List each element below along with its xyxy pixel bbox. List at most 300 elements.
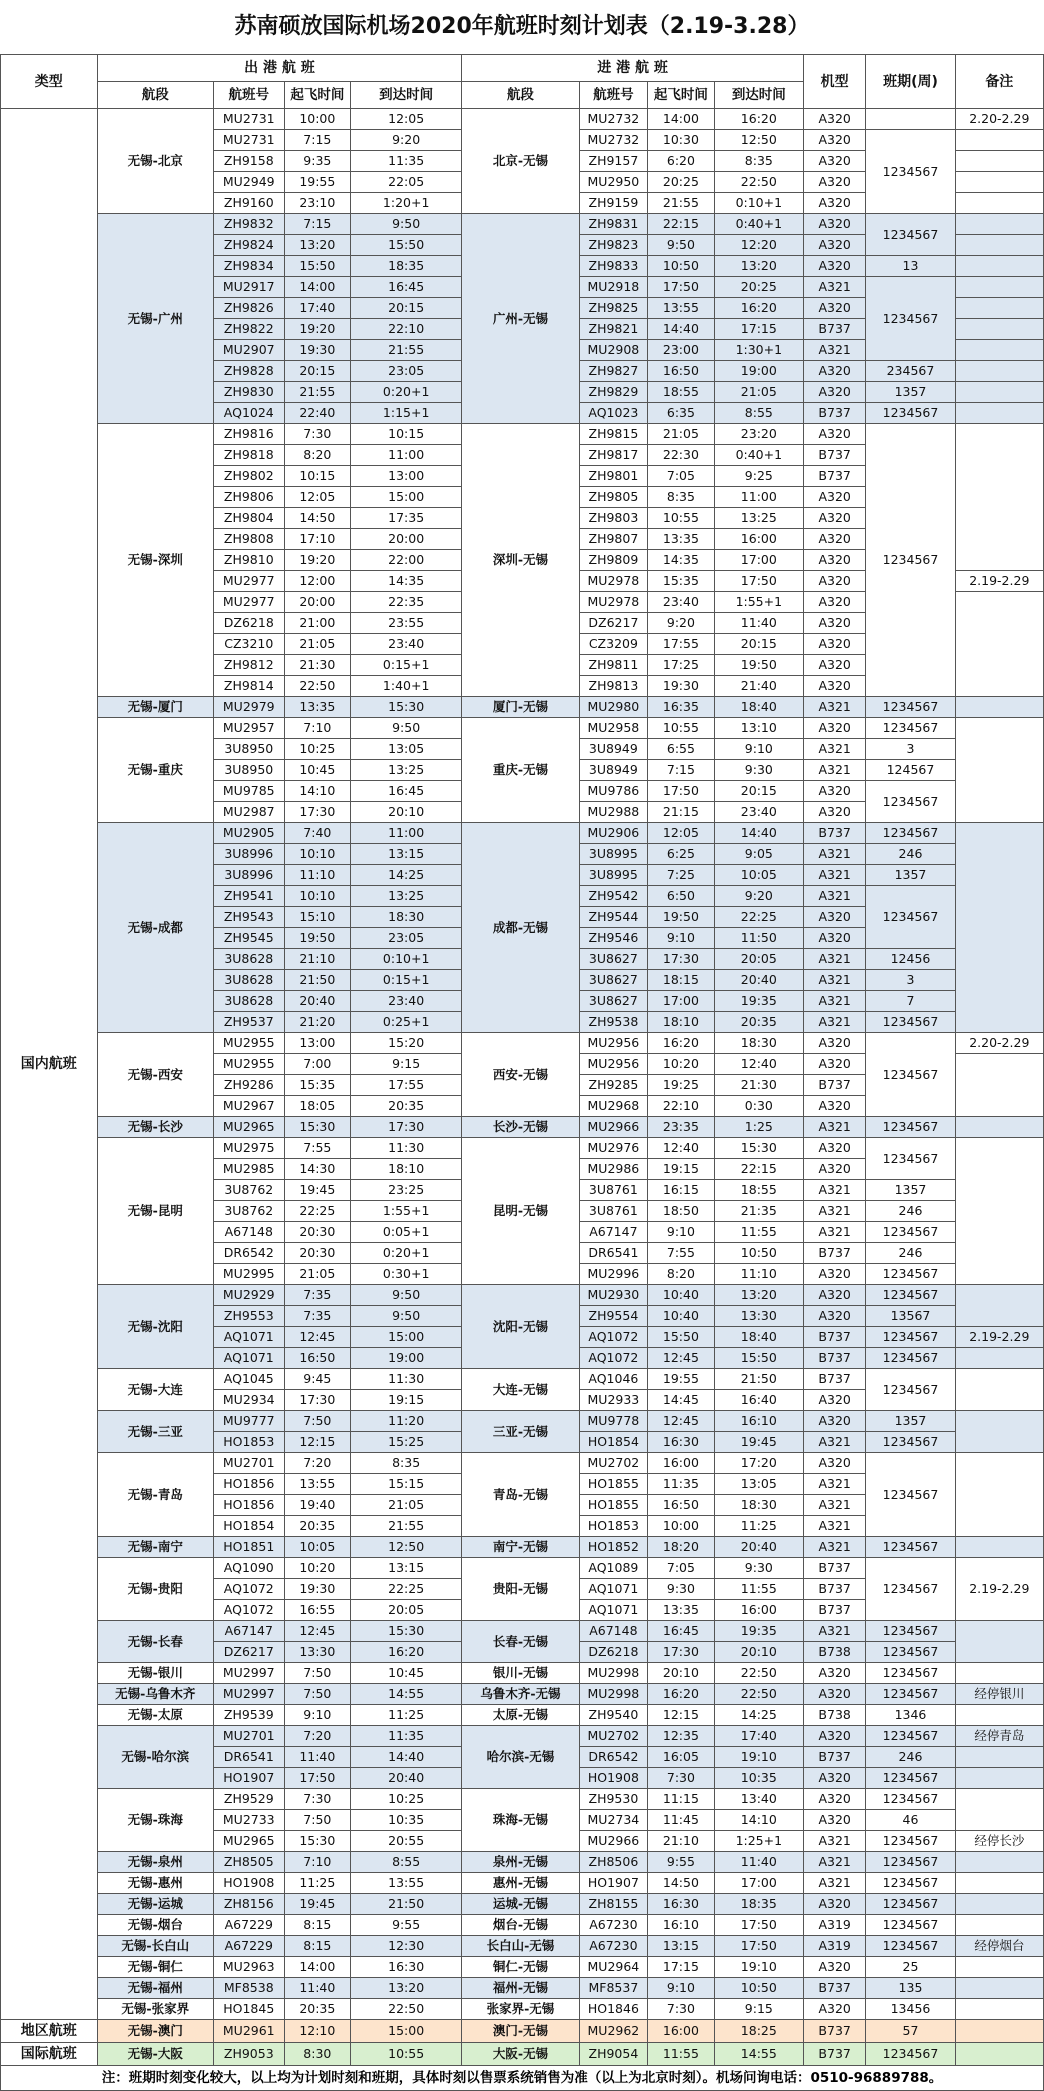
schedule-days: 246	[866, 1243, 955, 1264]
inbound-arr-time: 21:40	[714, 676, 803, 697]
remark	[955, 1138, 1043, 1285]
inbound-arr-time: 18:35	[714, 1894, 803, 1915]
flight-row	[1, 1789, 1044, 1810]
inbound-flight-no: MU2998	[579, 1663, 648, 1684]
schedule-days: 1234567	[866, 1432, 955, 1453]
outbound-flight-no: DR6541	[213, 1747, 284, 1768]
inbound-dep-time: 16:30	[648, 1894, 714, 1915]
outbound-route: 无锡-烟台	[97, 1915, 213, 1936]
inbound-arr-time: 17:15	[714, 319, 803, 340]
flight-row	[1, 1663, 1044, 1684]
inbound-dep-time: 10:50	[648, 256, 714, 277]
outbound-flight-no: ZH9053	[213, 2043, 284, 2066]
outbound-flight-no: MU2977	[213, 592, 284, 613]
aircraft-type: A320	[803, 1285, 865, 1306]
inbound-flight-no: ZH9811	[579, 655, 648, 676]
outbound-dep-time: 7:00	[284, 1054, 350, 1075]
outbound-route: 无锡-铜仁	[97, 1957, 213, 1978]
inbound-flight-no: ZH9542	[579, 886, 648, 907]
inbound-flight-no: 3U8995	[579, 865, 648, 886]
aircraft-type: A321	[803, 1180, 865, 1201]
inbound-flight-no: HO1855	[579, 1495, 648, 1516]
flight-row	[1, 214, 1044, 235]
remark	[955, 319, 1043, 340]
schedule-days: 1234567	[866, 1138, 955, 1180]
outbound-flight-no: MU2917	[213, 277, 284, 298]
inbound-arr-time: 15:50	[714, 1348, 803, 1369]
outbound-dep-time: 17:30	[284, 1390, 350, 1411]
outbound-arr-time: 15:30	[351, 1621, 462, 1642]
inbound-route: 深圳-无锡	[462, 424, 579, 697]
aircraft-type: A320	[803, 1054, 865, 1075]
remark	[955, 1747, 1043, 1768]
outbound-flight-no: 3U8762	[213, 1201, 284, 1222]
outbound-dep-time: 12:45	[284, 1621, 350, 1642]
outbound-flight-no: 3U8628	[213, 991, 284, 1012]
inbound-dep-time: 16:50	[648, 361, 714, 382]
outbound-flight-no: ZH9832	[213, 214, 284, 235]
aircraft-type: A320	[803, 193, 865, 214]
outbound-arr-time: 19:15	[351, 1390, 462, 1411]
outbound-arr-time: 9:50	[351, 718, 462, 739]
outbound-dep-time: 7:30	[284, 1789, 350, 1810]
flight-row	[1, 1369, 1044, 1390]
outbound-arr-time: 21:55	[351, 340, 462, 361]
inbound-dep-time: 16:10	[648, 1915, 714, 1936]
aircraft-type: A321	[803, 1432, 865, 1453]
outbound-arr-time: 10:25	[351, 1789, 462, 1810]
inbound-flight-no: AQ1071	[579, 1600, 648, 1621]
outbound-arr-time: 10:45	[351, 1663, 462, 1684]
inbound-flight-no: ZH9805	[579, 487, 648, 508]
inbound-flight-no: MU2962	[579, 2020, 648, 2043]
inbound-dep-time: 12:40	[648, 1138, 714, 1159]
inbound-arr-time: 1:30+1	[714, 340, 803, 361]
outbound-flight-no: ZH9814	[213, 676, 284, 697]
aircraft-type: A320	[803, 508, 865, 529]
outbound-arr-time: 13:20	[351, 1978, 462, 1999]
inbound-dep-time: 9:55	[648, 1852, 714, 1873]
outbound-dep-time: 10:15	[284, 466, 350, 487]
outbound-arr-time: 13:25	[351, 886, 462, 907]
inbound-arr-time: 16:40	[714, 1390, 803, 1411]
aircraft-type: B738	[803, 1642, 865, 1663]
schedule-days: 1357	[866, 1180, 955, 1201]
outbound-dep-time: 21:10	[284, 949, 350, 970]
inbound-route: 珠海-无锡	[462, 1789, 579, 1852]
outbound-flight-no: ZH9529	[213, 1789, 284, 1810]
inbound-dep-time: 19:50	[648, 907, 714, 928]
inbound-arr-time: 18:55	[714, 1180, 803, 1201]
inbound-arr-time: 1:25	[714, 1117, 803, 1138]
outbound-dep-time: 22:40	[284, 403, 350, 424]
remark: 2.20-2.29	[955, 109, 1043, 130]
outbound-flight-no: ZH9286	[213, 1075, 284, 1096]
inbound-flight-no: ZH9817	[579, 445, 648, 466]
inbound-dep-time: 22:30	[648, 445, 714, 466]
inbound-dep-time: 6:25	[648, 844, 714, 865]
inbound-arr-time: 9:25	[714, 466, 803, 487]
aircraft-type: A321	[803, 1201, 865, 1222]
inbound-dep-time: 21:10	[648, 1831, 714, 1852]
inbound-flight-no: 3U8761	[579, 1201, 648, 1222]
inbound-dep-time: 12:45	[648, 1411, 714, 1432]
inbound-flight-no: ZH9833	[579, 256, 648, 277]
inbound-dep-time: 11:15	[648, 1789, 714, 1810]
aircraft-type: A320	[803, 718, 865, 739]
schedule-days: 57	[866, 2020, 955, 2043]
remark	[955, 382, 1043, 403]
outbound-dep-time: 19:45	[284, 1180, 350, 1201]
aircraft-type: A320	[803, 361, 865, 382]
outbound-flight-no: MU2733	[213, 1810, 284, 1831]
inbound-dep-time: 8:20	[648, 1264, 714, 1285]
outbound-flight-no: ZH9545	[213, 928, 284, 949]
inbound-route: 西安-无锡	[462, 1033, 579, 1117]
inbound-dep-time: 10:00	[648, 1516, 714, 1537]
aircraft-type: A321	[803, 1012, 865, 1033]
outbound-flight-no: MU2997	[213, 1663, 284, 1684]
outbound-dep-time: 21:05	[284, 634, 350, 655]
remark	[955, 277, 1043, 298]
aircraft-type: A320	[803, 1096, 865, 1117]
schedule-days: 1234567	[866, 1768, 955, 1789]
inbound-arr-time: 17:50	[714, 571, 803, 592]
aircraft-type: A320	[803, 382, 865, 403]
remark	[955, 1705, 1043, 1726]
inbound-dep-time: 17:30	[648, 949, 714, 970]
aircraft-type: A319	[803, 1936, 865, 1957]
outbound-arr-time: 13:55	[351, 1873, 462, 1894]
schedule-days: 1357	[866, 865, 955, 886]
category-international: 国际航班	[1, 2043, 98, 2066]
outbound-flight-no: ZH9826	[213, 298, 284, 319]
inbound-dep-time: 19:15	[648, 1159, 714, 1180]
outbound-route: 无锡-大阪	[97, 2043, 213, 2066]
inbound-route: 银川-无锡	[462, 1663, 579, 1684]
outbound-flight-no: HO1856	[213, 1474, 284, 1495]
schedule-days: 1234567	[866, 1642, 955, 1663]
aircraft-type: B737	[803, 1243, 865, 1264]
inbound-flight-no: MU2988	[579, 802, 648, 823]
outbound-flight-no: MU2701	[213, 1726, 284, 1747]
inbound-flight-no: HO1855	[579, 1474, 648, 1495]
inbound-flight-no: ZH9540	[579, 1705, 648, 1726]
page-title: 苏南硕放国际机场2020年航班时刻计划表（2.19-3.28）	[234, 14, 810, 39]
inbound-dep-time: 16:35	[648, 697, 714, 718]
remark	[955, 697, 1043, 718]
outbound-arr-time: 8:35	[351, 1453, 462, 1474]
inbound-flight-no: MU2950	[579, 172, 648, 193]
outbound-dep-time: 19:40	[284, 1495, 350, 1516]
aircraft-type: A320	[803, 1453, 865, 1474]
outbound-dep-time: 8:15	[284, 1936, 350, 1957]
schedule-days: 1234567	[866, 1852, 955, 1873]
schedule-days: 1234567	[866, 1537, 955, 1558]
outbound-route: 无锡-成都	[97, 823, 213, 1033]
inbound-dep-time: 10:55	[648, 718, 714, 739]
outbound-route: 无锡-青岛	[97, 1453, 213, 1537]
outbound-flight-no: ZH9541	[213, 886, 284, 907]
inbound-flight-no: AQ1023	[579, 403, 648, 424]
inbound-flight-no: MU2956	[579, 1033, 648, 1054]
outbound-flight-no: MU2975	[213, 1138, 284, 1159]
flight-row	[1, 1957, 1044, 1978]
inbound-route: 长沙-无锡	[462, 1117, 579, 1138]
outbound-flight-no: MU2905	[213, 823, 284, 844]
schedule-days: 1234567	[866, 1873, 955, 1894]
outbound-dep-time: 14:00	[284, 277, 350, 298]
inbound-arr-time: 19:10	[714, 1957, 803, 1978]
outbound-dep-time: 9:10	[284, 1705, 350, 1726]
outbound-flight-no: MU2967	[213, 1096, 284, 1117]
inbound-flight-no: ZH8506	[579, 1852, 648, 1873]
schedule-days: 1234567	[866, 1789, 955, 1810]
outbound-dep-time: 10:25	[284, 739, 350, 760]
flight-row	[1, 1117, 1044, 1138]
inbound-arr-time: 13:20	[714, 256, 803, 277]
schedule-days: 1234567	[866, 1936, 955, 1957]
inbound-route: 大阪-无锡	[462, 2043, 579, 2066]
outbound-dep-time: 9:45	[284, 1369, 350, 1390]
schedule-days: 13456	[866, 1999, 955, 2020]
outbound-flight-no: HO1854	[213, 1516, 284, 1537]
outbound-route: 无锡-贵阳	[97, 1558, 213, 1621]
outbound-arr-time: 20:15	[351, 298, 462, 319]
outbound-dep-time: 12:10	[284, 2020, 350, 2043]
outbound-dep-time: 21:20	[284, 1012, 350, 1033]
outbound-dep-time: 7:15	[284, 130, 350, 151]
outbound-arr-time: 21:05	[351, 1495, 462, 1516]
remark	[955, 1873, 1043, 1894]
outbound-arr-time: 10:15	[351, 424, 462, 445]
outbound-dep-time: 15:35	[284, 1075, 350, 1096]
outbound-dep-time: 7:35	[284, 1306, 350, 1327]
aircraft-type: A320	[803, 1411, 865, 1432]
inbound-dep-time: 20:10	[648, 1663, 714, 1684]
outbound-dep-time: 7:20	[284, 1726, 350, 1747]
inbound-arr-time: 23:40	[714, 802, 803, 823]
inbound-route: 重庆-无锡	[462, 718, 579, 823]
inbound-flight-no: DR6542	[579, 1747, 648, 1768]
inbound-flight-no: MU2980	[579, 697, 648, 718]
aircraft-type: B738	[803, 1705, 865, 1726]
inbound-arr-time: 9:20	[714, 886, 803, 907]
aircraft-type: A320	[803, 1789, 865, 1810]
outbound-dep-time: 11:10	[284, 865, 350, 886]
aircraft-type: A321	[803, 1117, 865, 1138]
remark	[955, 2020, 1043, 2043]
aircraft-type: A321	[803, 865, 865, 886]
outbound-route: 无锡-厦门	[97, 697, 213, 718]
aircraft-type: B737	[803, 466, 865, 487]
inbound-dep-time: 10:30	[648, 130, 714, 151]
outbound-arr-time: 11:30	[351, 1138, 462, 1159]
outbound-route: 无锡-重庆	[97, 718, 213, 823]
inbound-arr-time: 13:20	[714, 1285, 803, 1306]
outbound-arr-time: 16:30	[351, 1957, 462, 1978]
inbound-flight-no: ZH9813	[579, 676, 648, 697]
inbound-flight-no: 3U8995	[579, 844, 648, 865]
schedule-days: 1234567	[866, 130, 955, 214]
remark	[955, 1957, 1043, 1978]
inbound-dep-time: 18:50	[648, 1201, 714, 1222]
outbound-dep-time: 19:20	[284, 319, 350, 340]
inbound-arr-time: 17:40	[714, 1726, 803, 1747]
inbound-dep-time: 11:35	[648, 1474, 714, 1495]
type-header: 类型	[1, 55, 98, 109]
outbound-dep-time: 7:50	[284, 1684, 350, 1705]
outbound-dep-time: 13:30	[284, 1642, 350, 1663]
remark	[955, 151, 1043, 172]
outbound-arr-time: 0:30+1	[351, 1264, 462, 1285]
inbound-flight-no: A67230	[579, 1915, 648, 1936]
flight-row	[1, 1936, 1044, 1957]
remark	[955, 718, 1043, 823]
outbound-dep-time: 21:30	[284, 655, 350, 676]
outbound-flight-no: ZH8505	[213, 1852, 284, 1873]
inbound-dep-time: 14:40	[648, 319, 714, 340]
outbound-dep-time: 19:20	[284, 550, 350, 571]
inbound-arr-time: 17:20	[714, 1453, 803, 1474]
inbound-dep-time: 14:50	[648, 1873, 714, 1894]
schedule-days: 7	[866, 991, 955, 1012]
outbound-dep-time: 15:30	[284, 1831, 350, 1852]
inbound-arr-time: 20:15	[714, 781, 803, 802]
outbound-route: 无锡-沈阳	[97, 1285, 213, 1369]
inbound-dep-time: 7:15	[648, 760, 714, 781]
inbound-flight-no: MU2964	[579, 1957, 648, 1978]
outbound-arr-time: 1:55+1	[351, 1201, 462, 1222]
outbound-flight-no: ZH9804	[213, 508, 284, 529]
schedule-days: 135	[866, 1978, 955, 1999]
in-dep-header: 起飞时间	[648, 82, 714, 109]
inbound-arr-time: 8:35	[714, 151, 803, 172]
outbound-route: 无锡-长春	[97, 1621, 213, 1663]
flight-row	[1, 109, 1044, 130]
schedule-days: 1234567	[866, 277, 955, 361]
aircraft-type: A320	[803, 550, 865, 571]
inbound-arr-time: 16:00	[714, 1600, 803, 1621]
aircraft-type: A321	[803, 1852, 865, 1873]
flight-row	[1, 424, 1044, 445]
outbound-dep-time: 20:35	[284, 1999, 350, 2020]
outbound-dep-time: 12:00	[284, 571, 350, 592]
category-regional: 地区航班	[1, 2020, 98, 2043]
outbound-arr-time: 20:00	[351, 529, 462, 550]
schedule-days: 1234567	[866, 781, 955, 823]
outbound-arr-time: 15:25	[351, 1432, 462, 1453]
outbound-flight-no: MU2701	[213, 1453, 284, 1474]
outbound-flight-no: AQ1090	[213, 1558, 284, 1579]
outbound-dep-time: 20:00	[284, 592, 350, 613]
inbound-flight-no: MU2958	[579, 718, 648, 739]
aircraft-type: A321	[803, 340, 865, 361]
flight-row	[1, 718, 1044, 739]
outbound-dep-time: 7:35	[284, 1285, 350, 1306]
inbound-dep-time: 10:20	[648, 1054, 714, 1075]
outbound-dep-time: 17:50	[284, 1768, 350, 1789]
schedule-days: 13567	[866, 1306, 955, 1327]
inbound-dep-time: 7:05	[648, 466, 714, 487]
outbound-arr-time: 14:55	[351, 1684, 462, 1705]
schedule-days: 1234567	[866, 1117, 955, 1138]
outbound-arr-time: 23:25	[351, 1180, 462, 1201]
inbound-flight-no: A67147	[579, 1222, 648, 1243]
inbound-arr-time: 17:50	[714, 1915, 803, 1936]
flight-row	[1, 1684, 1044, 1705]
schedule-days: 1234567	[866, 1831, 955, 1852]
inbound-flight-no: MU2986	[579, 1159, 648, 1180]
outbound-dep-time: 11:40	[284, 1747, 350, 1768]
outbound-flight-no: ZH9160	[213, 193, 284, 214]
inbound-route: 张家界-无锡	[462, 1999, 579, 2020]
aircraft-type: A320	[803, 1033, 865, 1054]
outbound-arr-time: 1:20+1	[351, 193, 462, 214]
inbound-arr-time: 19:10	[714, 1747, 803, 1768]
inbound-arr-time: 11:50	[714, 928, 803, 949]
outbound-dep-time: 7:50	[284, 1663, 350, 1684]
flight-row	[1, 1558, 1044, 1579]
aircraft-type: A321	[803, 1495, 865, 1516]
inbound-arr-time: 11:40	[714, 613, 803, 634]
inbound-flight-no: HO1846	[579, 1999, 648, 2020]
inbound-arr-time: 13:30	[714, 1306, 803, 1327]
outbound-dep-time: 14:10	[284, 781, 350, 802]
inbound-arr-time: 10:50	[714, 1243, 803, 1264]
outbound-route: 无锡-福州	[97, 1978, 213, 1999]
inbound-flight-no: MU2978	[579, 571, 648, 592]
aircraft-type: B737	[803, 2020, 865, 2043]
outbound-arr-time: 16:45	[351, 277, 462, 298]
inbound-arr-time: 11:10	[714, 1264, 803, 1285]
outbound-dep-time: 20:35	[284, 1516, 350, 1537]
inbound-dep-time: 11:55	[648, 2043, 714, 2066]
schedule-days: 1234567	[866, 1033, 955, 1117]
outbound-arr-time: 18:10	[351, 1159, 462, 1180]
remark	[955, 340, 1043, 361]
outbound-route: 无锡-银川	[97, 1663, 213, 1684]
aircraft-type: B737	[803, 1747, 865, 1768]
inbound-arr-time: 10:50	[714, 1978, 803, 1999]
inbound-flight-no: MU2998	[579, 1684, 648, 1705]
outbound-flight-no: MU2731	[213, 130, 284, 151]
inbound-flight-no: ZH9554	[579, 1306, 648, 1327]
outbound-dep-time: 22:25	[284, 1201, 350, 1222]
outbound-dep-time: 22:50	[284, 676, 350, 697]
inbound-flight-no: CZ3209	[579, 634, 648, 655]
outbound-dep-time: 7:10	[284, 718, 350, 739]
inbound-flight-no: MU2956	[579, 1054, 648, 1075]
inbound-arr-time: 21:30	[714, 1075, 803, 1096]
aircraft-type: A321	[803, 844, 865, 865]
schedule-days: 234567	[866, 361, 955, 382]
inbound-arr-time: 1:25+1	[714, 1831, 803, 1852]
outbound-dep-time: 12:15	[284, 1432, 350, 1453]
outbound-arr-time: 22:10	[351, 319, 462, 340]
outbound-flight-no: AQ1071	[213, 1348, 284, 1369]
schedule-days: 1234567	[866, 1327, 955, 1348]
aircraft-type: A320	[803, 907, 865, 928]
outbound-arr-time: 11:35	[351, 1726, 462, 1747]
flight-row	[1, 1978, 1044, 1999]
schedule-days: 1234567	[866, 1453, 955, 1537]
outbound-flight-no: ZH9828	[213, 361, 284, 382]
inbound-arr-time: 17:00	[714, 1873, 803, 1894]
aircraft-type: A319	[803, 1915, 865, 1936]
outbound-flight-no: HO1851	[213, 1537, 284, 1558]
aircraft-type: A320	[803, 1810, 865, 1831]
